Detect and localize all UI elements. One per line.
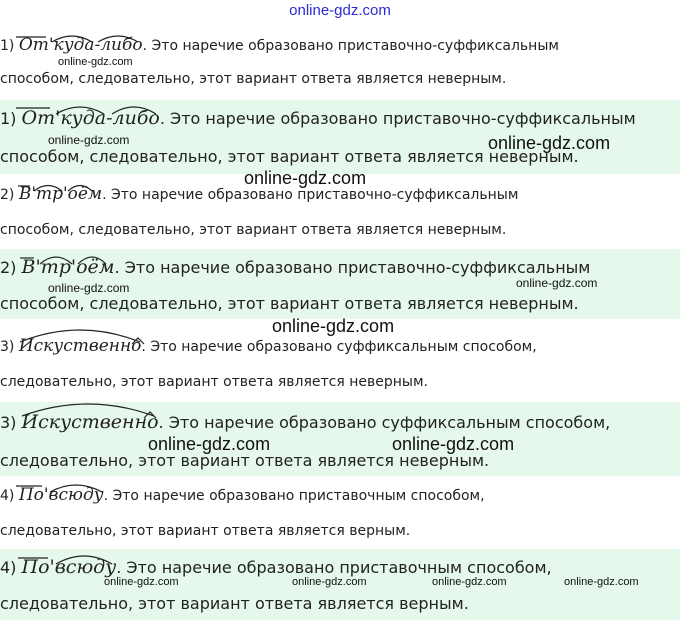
item-text-line2: способом, следовательно, этот вариант ответа является неверным.: [0, 147, 579, 166]
watermark: online-gdz.com: [104, 576, 179, 588]
watermark: online-gdz.com: [392, 434, 515, 454]
watermark: online-gdz.com: [432, 576, 507, 588]
item-text-line2: следовательно, этот вариант ответа является верным.: [0, 523, 411, 539]
item-3-large: [0, 402, 680, 476]
item-text: . Это наречие образовано приставочным способом,: [103, 488, 485, 504]
item-number: 3): [0, 413, 17, 432]
item-2-small-line1: [0, 176, 518, 214]
item-word: От'куда-либо: [21, 107, 160, 129]
item-text: . Это наречие образовано приставочным способом,: [116, 558, 552, 577]
item-number: 4): [0, 488, 15, 504]
watermark: online-gdz.com: [272, 316, 395, 336]
item-number: 1): [0, 38, 15, 54]
watermark: online-gdz.com: [48, 281, 130, 295]
watermark: online-gdz.com: [516, 276, 598, 290]
item-text-line2: способом, следовательно, этот вариант ответа является неверным.: [0, 71, 507, 87]
item-number: 4): [0, 558, 17, 577]
watermark: online-gdz.com: [58, 56, 133, 68]
watermark: online-gdz.com: [292, 576, 367, 588]
item-text-line2: способом, следовательно, этот вариант ответа является неверным.: [0, 294, 579, 313]
item-4-small: [0, 477, 680, 549]
watermark: online-gdz.com: [148, 434, 271, 454]
item-3-large-line1: [0, 404, 610, 441]
item-text-line2: следовательно, этот вариант ответа является верным.: [0, 594, 469, 613]
item-word: В'тр'оём: [21, 256, 115, 278]
item-text: . Это наречие образовано приставочно-суффиксальным: [142, 38, 559, 54]
item-word: В'тр'оём: [18, 184, 103, 204]
item-text: . Это наречие образовано суффиксальным способом,: [141, 339, 537, 355]
item-text-line2: следовательно, этот вариант ответа является неверным.: [0, 451, 490, 470]
item-2-small: [0, 176, 680, 248]
watermark: online-gdz.com: [48, 133, 130, 147]
item-1-large-line1: [0, 100, 636, 137]
item-number: 1): [0, 109, 17, 128]
item-3-small-line1: [0, 328, 537, 366]
watermark: online-gdz.com: [488, 133, 611, 153]
item-number: 2): [0, 258, 17, 277]
item-word: Искуственно: [18, 336, 142, 356]
item-text: . Это наречие образовано приставочно-суффиксальным: [159, 109, 636, 128]
item-4-small-line1: [0, 477, 485, 515]
item-3-small: [0, 326, 680, 400]
item-text-line2: следовательно, этот вариант ответа является неверным.: [0, 374, 428, 390]
item-word: Искуственно: [21, 411, 159, 433]
item-number: 2): [0, 187, 15, 203]
item-text-line2: способом, следовательно, этот вариант ответа является неверным.: [0, 222, 507, 238]
item-number: 3): [0, 339, 15, 355]
item-text: . Это наречие образовано приставочно-суффиксальным: [102, 187, 519, 203]
item-word: По'всюду: [18, 485, 104, 505]
header-watermark: online-gdz.com: [289, 2, 391, 19]
item-word: От'куда-либо: [18, 35, 143, 55]
item-word: По'всюду: [21, 556, 117, 578]
watermark: online-gdz.com: [244, 168, 367, 188]
watermark: online-gdz.com: [564, 576, 639, 588]
item-text: . Это наречие образовано приставочно-суффиксальным: [114, 258, 591, 277]
item-text: . Это наречие образовано суффиксальным способом,: [158, 413, 611, 432]
